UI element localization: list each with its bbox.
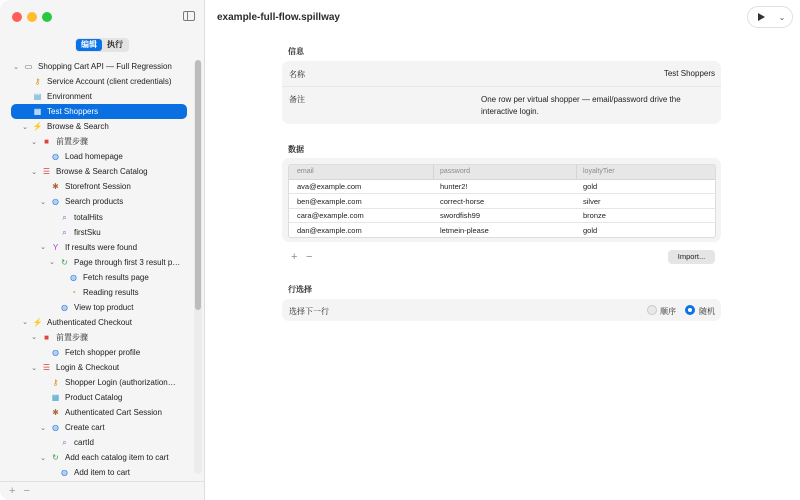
environment-icon: ▤ xyxy=(33,92,42,102)
run-options-chevron-down-icon[interactable]: ⌄ xyxy=(778,12,786,22)
chevron-down-icon[interactable]: ⌄ xyxy=(40,424,46,432)
tree-item-label: Authenticated Cart Session xyxy=(65,408,162,418)
chevron-down-icon[interactable]: ⌄ xyxy=(13,63,19,71)
tree-item-label: Authenticated Checkout xyxy=(47,317,132,327)
table-cell[interactable]: dan@example.com xyxy=(297,225,362,235)
tree-item[interactable] xyxy=(21,315,132,330)
globe-icon: ◍ xyxy=(61,302,68,312)
info-card xyxy=(282,61,721,124)
tree-item-label: 前置步骤 xyxy=(56,332,88,342)
tree-item[interactable] xyxy=(48,255,180,270)
globe-icon: ◍ xyxy=(52,423,59,433)
tree-item-label: Reading results xyxy=(83,287,139,297)
tree-item-label: totalHits xyxy=(74,212,103,222)
sequential-radio[interactable] xyxy=(647,305,657,315)
info-section-title: 信息 xyxy=(288,47,304,56)
sidebar xyxy=(0,0,205,500)
remove-row-button[interactable]: − xyxy=(306,251,313,263)
column-header[interactable]: loyaltyTier xyxy=(583,168,615,175)
run-controls xyxy=(747,6,793,28)
tree-item[interactable] xyxy=(39,375,176,390)
tree-item-label: Shopping Cart API — Full Regression xyxy=(38,62,172,71)
bolt-icon: ⚡ xyxy=(32,122,43,132)
tree-item[interactable] xyxy=(30,164,148,179)
key-icon: ⚷ xyxy=(34,77,41,87)
table-header xyxy=(289,165,715,180)
setup-icon: ■ xyxy=(44,137,49,147)
table-row[interactable] xyxy=(289,209,715,223)
globe-icon: ◍ xyxy=(52,347,59,357)
sidebar-toggle-icon[interactable] xyxy=(183,11,195,21)
note-row xyxy=(282,87,721,124)
table-cell[interactable]: ben@example.com xyxy=(297,196,362,206)
tree-item-label: 前置步骤 xyxy=(56,137,88,147)
tree-item[interactable] xyxy=(48,225,101,240)
bolt-icon: ⚡ xyxy=(32,317,43,327)
import-button[interactable]: Import... xyxy=(668,250,715,264)
table-row[interactable] xyxy=(289,195,715,209)
mode-segmented-control xyxy=(75,38,129,52)
random-radio-label[interactable]: 随机 xyxy=(699,307,715,316)
extract-icon: ⌕ xyxy=(62,227,67,237)
tree-item[interactable] xyxy=(39,405,162,420)
chevron-down-icon[interactable]: ⌄ xyxy=(49,259,55,267)
column-header[interactable]: password xyxy=(440,168,470,175)
chevron-down-icon[interactable]: ⌄ xyxy=(31,138,37,146)
note-text-line: interactive login. xyxy=(481,107,539,116)
tree-item[interactable] xyxy=(39,149,123,164)
tree-item-label: Search products xyxy=(65,197,124,207)
tree-item-label: Environment xyxy=(47,92,92,102)
chevron-down-icon[interactable]: ⌄ xyxy=(31,168,37,176)
globe-icon: ◍ xyxy=(52,197,59,207)
name-field[interactable]: Test Shoppers xyxy=(663,69,715,78)
column-divider[interactable] xyxy=(433,165,434,180)
tree-item-label: firstSku xyxy=(74,227,101,237)
tree-item[interactable] xyxy=(39,345,140,360)
remove-node-button[interactable]: − xyxy=(23,485,30,497)
loop-icon: ↻ xyxy=(61,257,68,267)
tree-item-label: cartId xyxy=(74,438,95,448)
tree-item-label: Storefront Session xyxy=(65,182,131,192)
chevron-down-icon[interactable]: ⌄ xyxy=(40,244,46,252)
tree-item[interactable] xyxy=(39,390,122,405)
tree-item[interactable] xyxy=(11,104,187,119)
add-row-button[interactable]: + xyxy=(291,251,298,263)
data-section-title: 数据 xyxy=(288,145,304,154)
list-icon: ☰ xyxy=(42,167,51,177)
run-button[interactable] xyxy=(748,7,772,27)
tree-item-label: Page through first 3 result p… xyxy=(74,257,181,267)
tree-item[interactable] xyxy=(48,210,103,225)
chevron-down-icon[interactable]: ⌄ xyxy=(40,454,46,462)
tree-item[interactable] xyxy=(48,465,130,480)
list-icon: ☰ xyxy=(42,363,51,372)
table-cell[interactable]: bronze xyxy=(583,211,606,220)
table-cell[interactable]: letmein-please xyxy=(440,225,489,235)
tree-item-label: Shopper Login (authorization… xyxy=(65,378,176,388)
tree-item[interactable] xyxy=(21,119,109,134)
tree-item[interactable] xyxy=(39,194,123,209)
table-cell[interactable]: cara@example.com xyxy=(297,211,364,220)
branch-icon: Y xyxy=(52,242,59,252)
play-icon xyxy=(758,13,765,21)
tree-item[interactable] xyxy=(48,300,133,315)
add-node-button[interactable]: + xyxy=(9,485,16,497)
table-cell[interactable]: swordfish99 xyxy=(440,211,481,220)
setup-icon: ■ xyxy=(44,332,49,342)
chevron-down-icon[interactable]: ⌄ xyxy=(22,319,28,327)
tree-item-label: Product Catalog xyxy=(65,393,123,403)
edit-mode-tab[interactable]: 编辑 xyxy=(76,39,102,51)
tree-item[interactable] xyxy=(30,134,88,149)
table-cell[interactable]: hunter2! xyxy=(440,182,468,191)
tree-item-label: Login & Checkout xyxy=(56,363,120,372)
chevron-down-icon[interactable]: ⌄ xyxy=(31,334,37,342)
table-cell[interactable]: gold xyxy=(583,225,598,235)
tree-item-label: Add each catalog item to cart xyxy=(65,453,169,463)
name-row xyxy=(282,61,721,87)
loop-icon: ↻ xyxy=(52,453,59,463)
table-cell[interactable]: gold xyxy=(583,182,598,191)
chevron-down-icon[interactable]: ⌄ xyxy=(31,364,37,372)
note-field[interactable] xyxy=(481,94,681,118)
row-select-section-title: 行选择 xyxy=(288,285,312,294)
column-header[interactable]: email xyxy=(297,168,314,175)
tree-item[interactable] xyxy=(57,270,149,285)
globe-icon: ◍ xyxy=(52,152,59,162)
tree-item-label: Browse & Search Catalog xyxy=(56,167,148,177)
tree-item-label: Create cart xyxy=(65,423,105,433)
tree-item-label: Fetch shopper profile xyxy=(65,347,141,357)
tree-item[interactable] xyxy=(39,179,131,194)
data-table xyxy=(288,164,716,238)
tree-item-label: Service Account (client credentials) xyxy=(47,77,172,87)
table-cell[interactable]: silver xyxy=(583,196,601,206)
tree-item-label: Browse & Search xyxy=(47,122,109,132)
minimize-window-button[interactable] xyxy=(27,12,37,22)
key-icon: ⚷ xyxy=(52,378,59,388)
extract-icon: ⌕ xyxy=(62,212,67,222)
tree-item[interactable] xyxy=(48,435,94,450)
data-table-icon: ▦ xyxy=(33,107,42,117)
chevron-down-icon[interactable]: ⌄ xyxy=(22,123,28,131)
tree-item[interactable] xyxy=(21,74,172,89)
note-text-line: One row per virtual shopper — email/password drive the xyxy=(481,95,681,104)
tree-item[interactable] xyxy=(12,59,172,74)
random-radio[interactable] xyxy=(685,305,695,315)
tree-item[interactable] xyxy=(39,420,105,435)
tree-item[interactable] xyxy=(39,240,137,255)
document-icon: ▭ xyxy=(24,62,33,71)
tree-item-label: If results were found xyxy=(65,242,138,252)
note-label: 备注 xyxy=(289,95,305,104)
tree-item[interactable] xyxy=(30,360,119,375)
globe-icon: ◍ xyxy=(61,468,68,478)
timer-icon: ◔ xyxy=(71,287,76,297)
sidebar-footer xyxy=(0,481,205,500)
cookie-icon: ✱ xyxy=(52,408,59,418)
tree-item-label: Test Shoppers xyxy=(47,107,99,117)
tree-item[interactable] xyxy=(21,89,92,104)
cookie-icon: ✱ xyxy=(52,182,59,192)
tree-item-label: Load homepage xyxy=(65,152,123,162)
table-cell[interactable]: correct-horse xyxy=(440,196,485,206)
tree-item[interactable] xyxy=(30,330,88,345)
zoom-window-button[interactable] xyxy=(42,12,52,22)
document-title: example-full-flow.spillway xyxy=(217,12,340,23)
tree-item[interactable] xyxy=(39,450,169,465)
close-window-button[interactable] xyxy=(12,12,22,22)
globe-icon: ◍ xyxy=(70,272,77,282)
tree-item-label: Fetch results page xyxy=(83,272,149,282)
extract-icon: ⌕ xyxy=(62,438,67,448)
run-mode-tab[interactable]: 执行 xyxy=(107,40,123,49)
table-cell[interactable]: ava@example.com xyxy=(297,182,362,191)
table-icon: ▦ xyxy=(51,393,60,403)
sidebar-scrollbar-thumb[interactable] xyxy=(195,60,201,310)
table-row[interactable] xyxy=(289,180,715,194)
chevron-down-icon[interactable]: ⌄ xyxy=(40,198,46,206)
row-select-label: 选择下一行 xyxy=(289,307,329,316)
column-divider[interactable] xyxy=(576,165,577,180)
tree-item[interactable] xyxy=(57,285,139,300)
tree-item-label: Add item to cart xyxy=(74,468,131,478)
tree-item-label: View top product xyxy=(74,302,134,312)
name-label: 名称 xyxy=(289,70,305,79)
sequential-radio-label[interactable]: 顺序 xyxy=(660,307,676,316)
table-row[interactable] xyxy=(289,224,715,238)
